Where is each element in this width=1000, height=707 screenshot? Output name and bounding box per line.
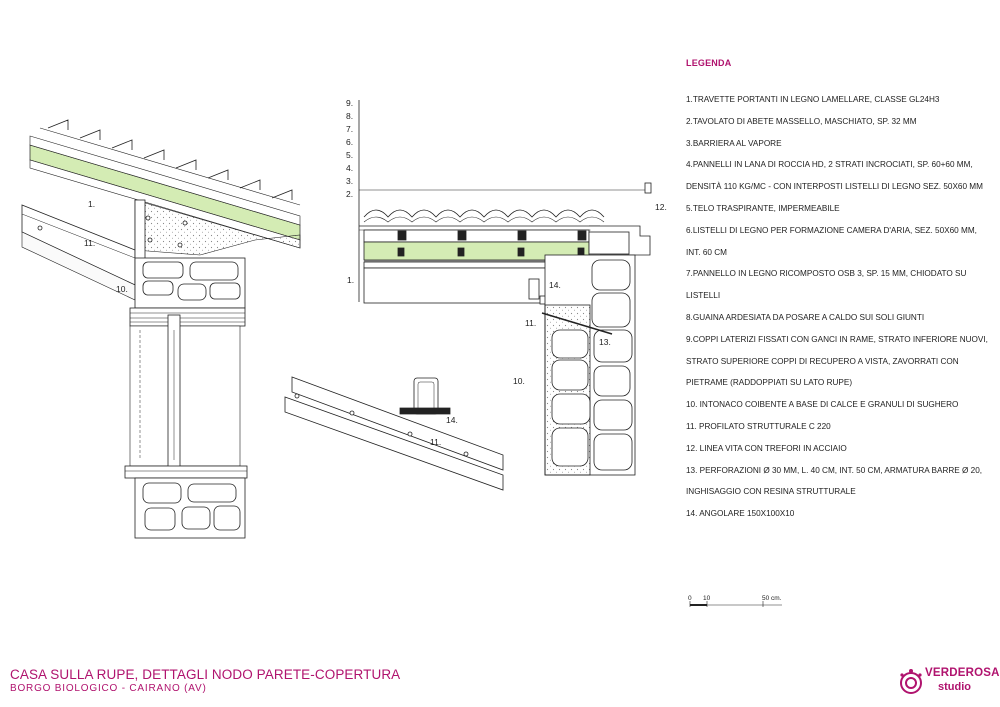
scale-label-0: 0 xyxy=(688,595,692,602)
legend-item: 14. ANGOLARE 150X100X10 xyxy=(686,509,795,519)
legend-item: LISTELLI xyxy=(686,291,721,301)
verderosa-logo xyxy=(898,662,1000,698)
label-layer-3: 3. xyxy=(346,176,354,186)
label-left-11: 11. xyxy=(84,238,96,248)
scale-label-10: 10 xyxy=(703,595,711,602)
legend-item: 13. PERFORAZIONI Ø 30 MM, L. 40 CM, INT. 50 CM, ARMATURA BARRE Ø 20, xyxy=(686,465,983,475)
label-layer-5: 5. xyxy=(346,150,354,160)
legend-item: 9.COPPI LATERIZI FISSATI CON GANCI IN RAME, STRATO INFERIORE NUOVI, xyxy=(686,334,988,344)
label-mid-10: 10. xyxy=(513,376,525,386)
label-mid-1: 1. xyxy=(347,275,355,285)
legend-item: 8.GUAINA ARDESIATA DA POSARE A CALDO SUI SOLI GIUNTI xyxy=(686,312,925,322)
label-det-14: 14. xyxy=(446,415,458,425)
legend-item: STRATO SUPERIORE COPPI DI RECUPERO A VISTA, ZAVORRATI CON xyxy=(686,356,959,366)
flower-logo-icon xyxy=(898,665,924,697)
title-block xyxy=(10,667,400,694)
label-layer-9: 9. xyxy=(346,98,354,108)
legend xyxy=(686,58,986,525)
label-left-1: 1. xyxy=(88,199,96,209)
legend-item: 3.BARRIERA AL VAPORE xyxy=(686,138,782,148)
label-mid-11: 11. xyxy=(525,318,537,328)
legend-item: 1.TRAVETTE PORTANTI IN LEGNO LAMELLARE, CLASSE GL24H3 xyxy=(686,95,940,104)
logo-line1: VERDEROSA xyxy=(925,667,1000,679)
legend-list xyxy=(686,89,986,525)
legend-item: PIETRAME (RADDOPPIATI SU LATO RUPE) xyxy=(686,378,853,388)
legend-item: 4.PANNELLI IN LANA DI ROCCIA HD, 2 STRATI INCROCIATI, SP. 60+60 MM, xyxy=(686,160,973,170)
label-det-11: 11. xyxy=(430,437,442,447)
left-roof-section xyxy=(22,120,300,538)
legend-item: 5.TELO TRASPIRANTE, IMPERMEABILE xyxy=(686,203,840,213)
label-layer-4: 4. xyxy=(346,163,354,173)
legend-item: 6.LISTELLI DI LEGNO PER FORMAZIONE CAMERA D'ARIA, SEZ. 50X60 MM, xyxy=(686,225,977,235)
legend-item: 7.PANNELLO IN LEGNO RICOMPOSTO OSB 3, SP. 15 MM, CHIODATO SU xyxy=(686,269,967,279)
drawing-subtitle: BORGO BIOLOGICO - CAIRANO (AV) xyxy=(10,683,207,694)
label-mid-14: 14. xyxy=(549,280,561,290)
logo-line2: studio xyxy=(938,681,971,693)
angle-detail xyxy=(285,377,503,490)
legend-item: 2.TAVOLATO DI ABETE MASSELLO, MASCHIATO, SP. 32 MM xyxy=(686,116,917,126)
label-left-10: 10. xyxy=(116,284,128,294)
legend-item: INGHISAGGIO CON RESINA STRUTTURALE xyxy=(686,487,856,497)
legend-item: 10. INTONACO COIBENTE A BASE DI CALCE E GRANULI DI SUGHERO xyxy=(686,400,959,410)
legend-item: DENSITÀ 110 KG/MC - CON INTERPOSTI LISTELLI DI LEGNO SEZ. 50X60 MM xyxy=(686,182,983,192)
legend-item: INT. 60 CM xyxy=(686,247,727,257)
label-layer-7: 7. xyxy=(346,124,354,134)
label-mid-12: 12. xyxy=(655,202,667,212)
scale-label-50: 50 cm. xyxy=(762,595,782,602)
legend-item: 12. LINEA VITA CON TREFORI IN ACCIAIO xyxy=(686,443,847,453)
legend-title: LEGENDA xyxy=(686,58,732,68)
legend-item: 11. PROFILATO STRUTTURALE C 220 xyxy=(686,421,831,431)
scale-bar xyxy=(688,595,782,607)
label-mid-13: 13. xyxy=(599,337,611,347)
label-layer-2: 2. xyxy=(346,189,354,199)
label-layer-6: 6. xyxy=(346,137,354,147)
label-layer-8: 8. xyxy=(346,111,354,121)
drawing-title: CASA SULLA RUPE, DETTAGLI NODO PARETE-COPERTURA xyxy=(10,667,401,682)
